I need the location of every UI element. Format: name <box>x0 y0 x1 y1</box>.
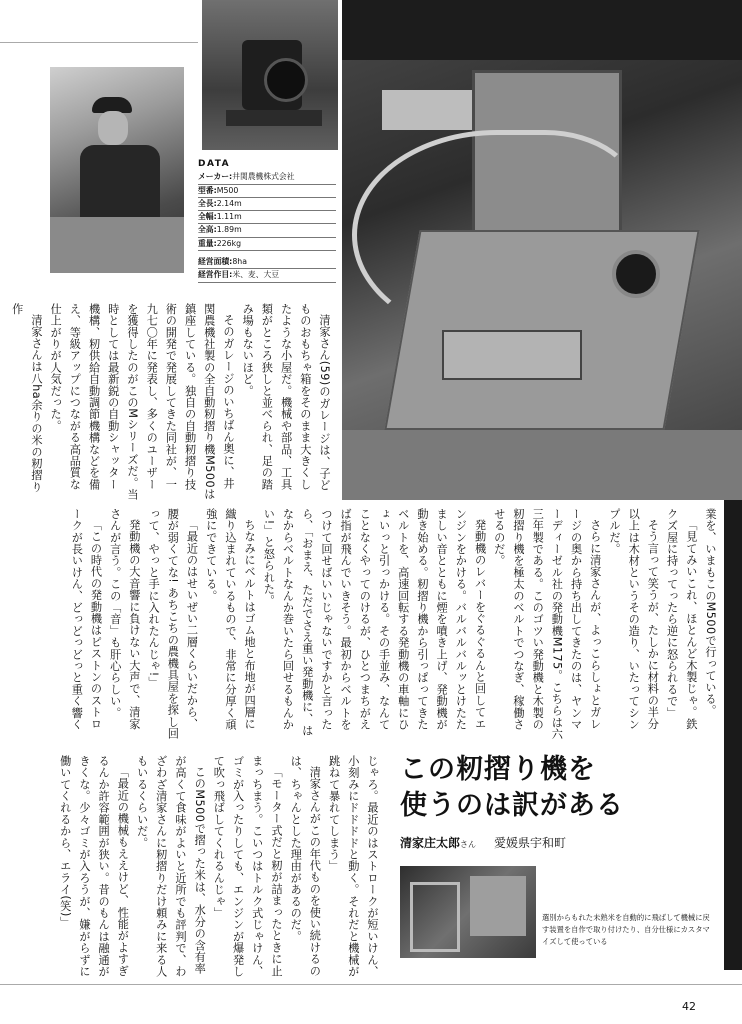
byline-name: 清家庄太郎 <box>400 836 461 850</box>
paragraph: そう言って笑うが、たしかに材料の半分以上は木材というその造り、いたってシンプルだ。 <box>607 508 660 731</box>
paragraph: 「見てみいこれ、ほとんど木製じゃ。鉄クズ屋に持ってったら逆に怒られるで」 <box>665 508 698 730</box>
machine-top-shape <box>50 217 184 273</box>
paragraph: 清家さん(59)のガレージは、子どものおもちゃ箱をそのまま大きくしたような小屋だ。機械や部品、工具類がところ狭しと並べられ、足の踏み場もないほど。 <box>241 303 331 492</box>
paragraph: 「この時代の発動機はピストンのストロークが長いけん、どっどっどっと重く響く <box>70 508 103 731</box>
byline <box>400 834 566 851</box>
paragraph: 発動機のレバーをぐるぐるんと回してエンジンをかける。バルバルバルッとけたたましい音とともに煙を噴き上げ、発動機が動き始める。籾摺り機から引っぱってきたベルトを、高速回転する発動機の車軸にひょいっと引っかける。その手並み、なんてことなくやってのけるが、ひとつまちがえば指が飛んでいきそう。最初からベルトをつけて回せばいいじゃないですかと言ったら、「おまえ、ただでさえ重い発動機に、はなからベルトなんか巻いたら回せるもんかい!」と怒られた。 <box>262 508 487 737</box>
byline-honorific: さん <box>460 840 477 849</box>
data-row-width: 全幅: 1.11m <box>198 211 336 224</box>
bottom-rule <box>0 984 742 985</box>
custom-device-photo <box>400 866 536 958</box>
belt-shape <box>352 130 642 340</box>
body-text-middle <box>48 508 720 740</box>
floor-shape <box>342 430 742 500</box>
data-row-maker: メーカー: 井関農機株式会社 <box>198 171 336 184</box>
huller-machine-photo <box>342 0 742 500</box>
data-title: DATA <box>198 159 231 169</box>
photo-caption: 選別からもれた未熟米を自動的に飛ばして機械に戻す装置を自作で取り付けたり、自分仕様にカスタマイズして使っている <box>542 913 710 946</box>
right-edge-bar <box>724 500 742 970</box>
data-row-height: 全高: 1.89m <box>198 224 336 237</box>
device-frame-shape <box>410 882 460 952</box>
paragraph: ちなみにベルトはゴム地と布地が四層に織り込まれているもので、非常に分厚く頑強にできている。 <box>204 508 257 731</box>
headline-line-1: この籾摺り機を <box>400 754 596 785</box>
paragraph: 業を、いまもこのM500で行っている。 <box>704 508 717 717</box>
paragraph: じゃろ。最近のはストロークが短いけん、小刻みにドドドドと動く。それだと機械が跳ねて暴れてしまう」 <box>327 755 379 978</box>
engine-photo <box>202 0 338 150</box>
data-row-crops: 経営作目: 米、麦、大豆 <box>198 269 336 282</box>
engine-base-shape <box>226 110 322 126</box>
paragraph: さらに清家さんが、よっこらしょとガレージの奥から持ち出してきたのは、ヤンマーディーゼル社の発動機M175。こちらは六三年製である。このゴツい発動機と木製の籾摺り機を極太のベルトでつなぎ、稼働させるのだ。 <box>492 508 602 740</box>
headline-line-2: 使うのは訳がある <box>400 790 624 821</box>
data-row-weight: 重量: 226kg <box>198 238 336 251</box>
headline <box>400 752 624 824</box>
top-rule <box>0 42 198 43</box>
paragraph: 発動機の大音響に負けない大声で、清家さんが言う。この「音」も肝心らしい。 <box>108 508 141 730</box>
paragraph: 「モーター式だと籾が詰まったときに止まっちまう。こいつはトルク式じゃけん、ゴミが入ったりしても、エンジンが爆発して吹っ飛ばしてくれるんじゃ」 <box>212 755 283 978</box>
paragraph: そのガレージのいちばん奥に、井関農機社製の全自動籾摺り機M500は鎮座している。独自の自動籾摺り技術の開発で発展してきた同社が、一九七〇年に発表し、多くのユーザーを獲得したのがこのMシリーズだ。当時としては最新鋭の自動シャッター機構、籾供給自動調節機構などを備え、等級アップにつながる高品質な仕上がりが人気だった。 <box>49 303 235 501</box>
paragraph: 「最近のはせいぜい二層くらいだから、腰が弱くてな! あちこちの農機具屋を探し回って、やっと手に入れたんじゃ!」 <box>147 508 199 740</box>
paragraph: 「最近の機械もええけど、性能がよすぎるんか許容範囲が狭い。昔のもんは融通がきくな。少々ゴミが入ろうが、嫌がらずに働いてくれるから、エライ(笑)」 <box>58 755 130 978</box>
ceiling-beam-shape <box>342 0 742 60</box>
data-row-length: 全長: 2.14m <box>198 198 336 211</box>
byline-place: 愛媛県宇和町 <box>494 836 567 850</box>
data-row-area: 経営面積: 8ha <box>198 256 336 269</box>
paragraph: このM500で摺った米は、水分の含有率が高くて食味がよいと近所でも評判で、わざわざ清家さんに籾摺りだけ頼みに来る人もいるくらいだ。 <box>135 755 207 978</box>
paragraph: 清家さんは八ha余りの米の籾摺り作 <box>10 303 43 493</box>
body-text-lower <box>48 755 382 981</box>
flywheel-shape <box>264 58 308 102</box>
data-row-model: 型番: M500 <box>198 185 336 198</box>
device-panel-shape <box>470 876 526 936</box>
page-number: 42 <box>682 1000 696 1013</box>
portrait-photo <box>50 67 184 273</box>
data-box <box>198 158 336 283</box>
face-shape <box>98 111 128 145</box>
paragraph: 清家さんがこの年代ものを使い続けるのは、ちゃんとした理由があるのだ。 <box>289 755 322 977</box>
body-text-upper <box>10 303 334 501</box>
